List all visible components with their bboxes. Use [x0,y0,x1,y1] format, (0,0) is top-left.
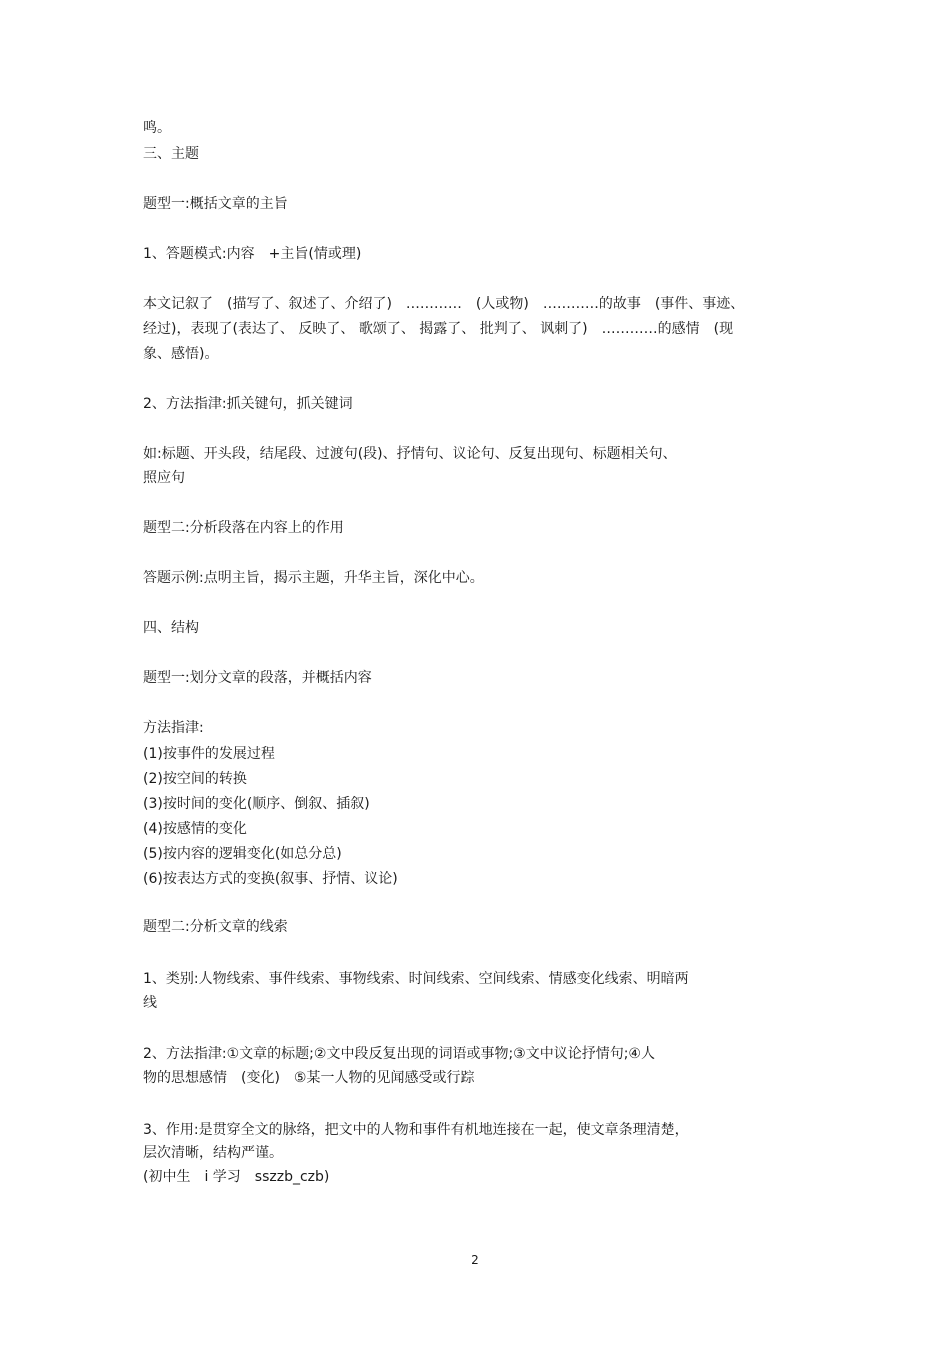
text-line: 经过)，表现了(表达了、 反映了、 歌颂了、 揭露了、 批判了、 讽刺了) …………的感情 (现 [143,321,734,337]
text-line: 象、感悟)。 [143,346,219,362]
list-item: (3)按时间的变化(顺序、倒叙、插叙) [143,796,370,812]
question-type-heading: 题型二:分析段落在内容上的作用 [143,520,344,536]
source-note: (初中生 i 学习 sszzb_czb) [143,1169,330,1185]
text-line: 2、方法指津:抓关键句，抓关键词 [143,396,353,412]
text-line: 2、方法指津:①文章的标题;②文中段反复出现的词语或事物;③文中议论抒情句;④人 [143,1046,655,1062]
text-line: 3、作用:是贯穿全文的脉络，把文中的人物和事件有机地连接在一起，使文章条理清楚， [143,1122,689,1138]
list-item: (1)按事件的发展过程 [143,746,275,762]
list-item: (5)按内容的逻辑变化(如总分总) [143,846,342,862]
list-item: (2)按空间的转换 [143,771,247,787]
text-line: 本文记叙了 (描写了、叙述了、介绍了) ………… (人或物) …………的故事 (事件、事迹、 [143,296,745,312]
section-heading-structure: 四、结构 [143,620,199,636]
text-line: 层次清晰，结构严谨。 [143,1145,283,1161]
text-line: 如:标题、开头段，结尾段、过渡句(段)、抒情句、议论句、反复出现句、标题相关句、 [143,446,677,462]
section-heading-theme: 三、主题 [143,146,199,162]
text-line: 1、类别:人物线索、事件线索、事物线索、时间线索、空间线索、情感变化线索、明暗两 [143,971,689,987]
text-line: 1、答题模式:内容 +主旨(情或理) [143,246,362,262]
text-line: 线 [143,995,157,1011]
question-type-heading: 题型一:概括文章的主旨 [143,196,288,212]
text-line: 方法指津: [143,720,204,736]
text-line: 照应句 [143,470,185,486]
text-line: 鸣。 [143,120,171,136]
page-number: 2 [471,1253,479,1267]
list-item: (6)按表达方式的变换(叙事、抒情、议论) [143,871,398,887]
text-line: 物的思想感情 (变化) ⑤某一人物的见闻感受或行踪 [143,1070,475,1086]
question-type-heading: 题型二:分析文章的线索 [143,919,288,935]
text-line: 答题示例:点明主旨，揭示主题，升华主旨，深化中心。 [143,570,484,586]
question-type-heading: 题型一:划分文章的段落，并概括内容 [143,670,372,686]
list-item: (4)按感情的变化 [143,821,247,837]
